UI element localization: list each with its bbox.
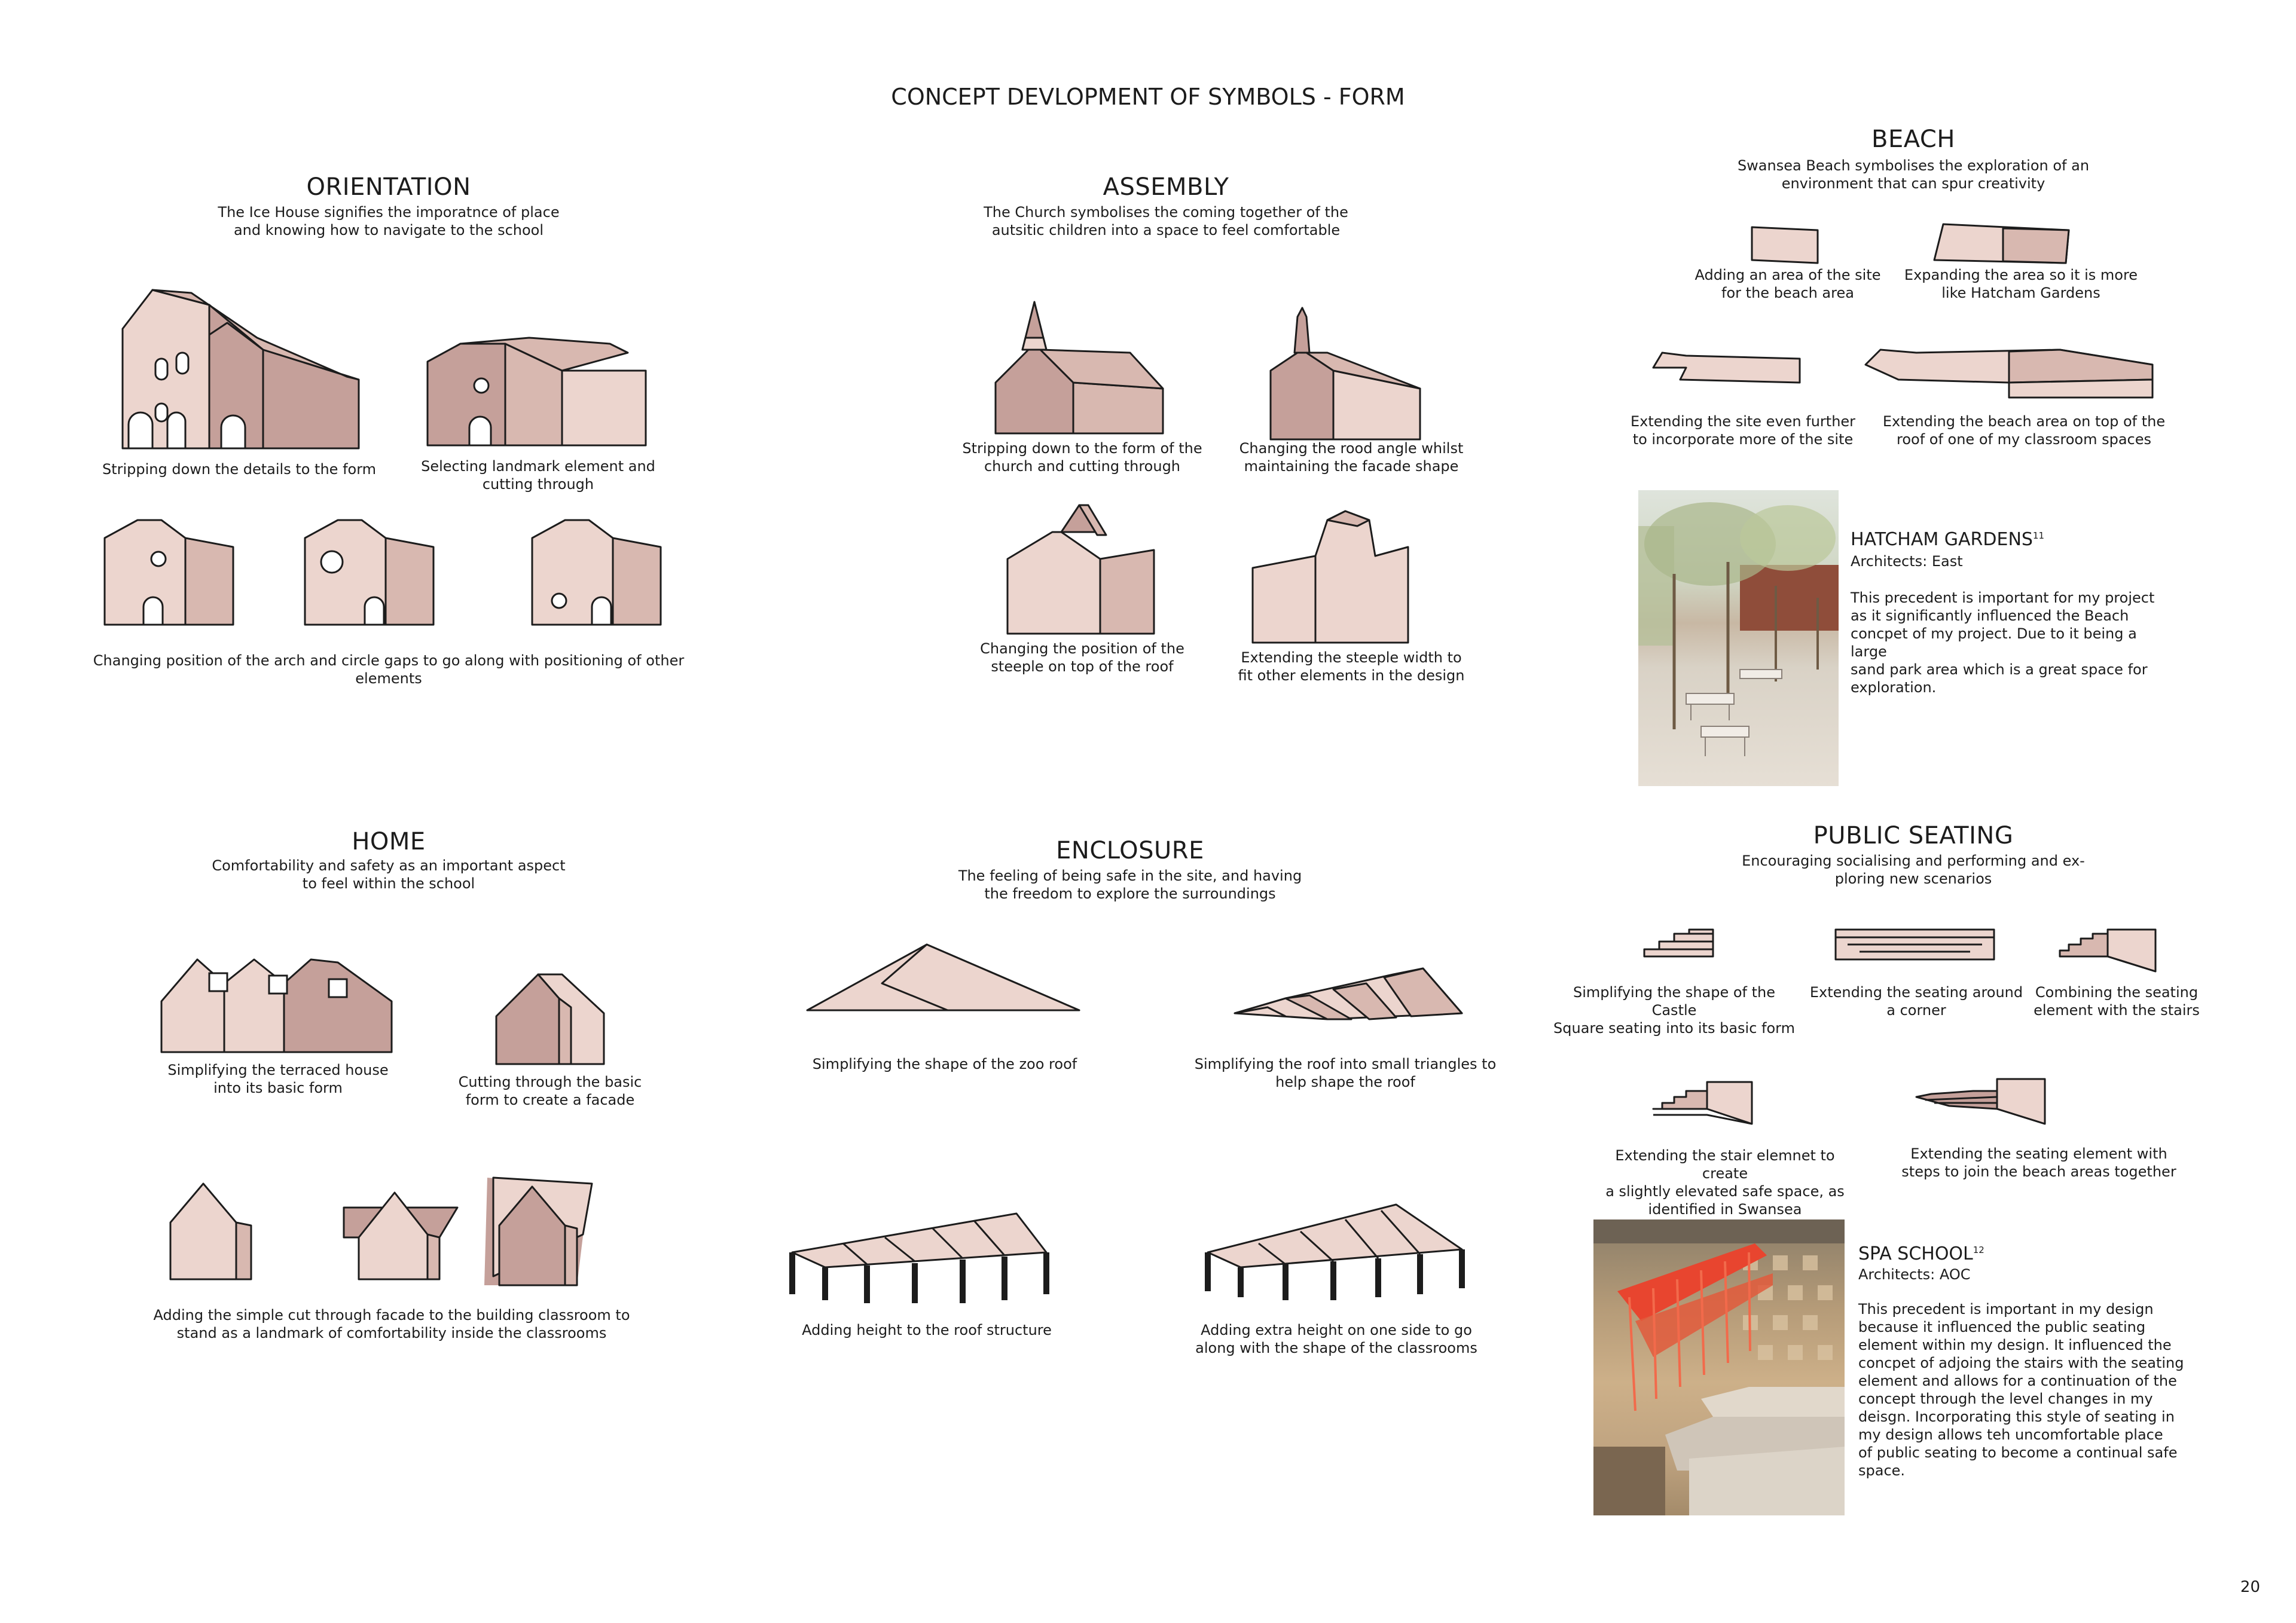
home-caption-1: Simplifying the terraced house into its basic form: [167, 1062, 389, 1096]
page-number: 20: [2240, 1578, 2260, 1596]
beach-caption-4: Extending the beach area on top of the roof of one of my classroom spaces: [1882, 413, 2166, 448]
zoo-roof-simplified-diagram: [804, 942, 1085, 1016]
facade-classroom-diagram: [341, 1181, 460, 1282]
public-seating-caption-2: Extending the seating around a corner: [1809, 984, 2023, 1019]
church-steeple-width-diagram: [1250, 508, 1423, 646]
beach-caption-3: Extending the site even further to incorporate more of the site: [1630, 413, 1856, 448]
hatcham-gardens-photo: [1638, 490, 1839, 786]
assembly-caption-4: Extending the steeple width to fit other elements in the design: [1238, 649, 1465, 684]
spa-school-title: SPA SCHOOL$^{12}$: [1858, 1243, 1984, 1264]
public-seating-caption-1: Simplifying the shape of the Castle Square seating into its basic form: [1553, 984, 1795, 1037]
roof-extra-height-diagram: [1205, 1202, 1468, 1306]
church-steeple-position-diagram: [1004, 502, 1172, 637]
assembly-caption-1: Stripping down to the form of the church and cutting through: [962, 440, 1202, 475]
orientation-caption-3: Changing position of the arch and circle gaps to go along with positioning of other elements: [93, 652, 685, 687]
ice-house-variation-2: [302, 514, 439, 628]
elevated-stair-diagram: [1650, 1079, 1758, 1127]
ice-house-variation-1: [102, 514, 239, 628]
public-seating-caption-4: Extending the stair elemnet to create a slightly elevated safe space, as identified in Swansea: [1605, 1147, 1845, 1218]
home-caption-3: Adding the simple cut through facade to the building classroom to stand as a landmark of comfortability inside the classrooms: [153, 1307, 630, 1341]
spa-school-photo: [1593, 1219, 1845, 1515]
orientation-heading: ORIENTATION: [306, 173, 471, 201]
ice-house-variation-3: [529, 514, 667, 628]
enclosure-heading: ENCLOSURE: [1056, 837, 1204, 864]
facade-landmark-diagram: [481, 1175, 601, 1288]
home-caption-2: Cutting through the basic form to create a facade: [458, 1074, 642, 1108]
facade-simple-diagram: [167, 1181, 257, 1282]
zoo-roof-triangles-diagram: [1232, 962, 1471, 1022]
public-seating-caption-5: Extending the seating element with steps to join the beach areas together: [1901, 1145, 2176, 1180]
corner-seating-diagram: [1833, 927, 2000, 962]
orientation-subtitle: The Ice House signifies the imporatnce of place and knowing how to navigate to the school: [218, 204, 560, 239]
beach-caption-1: Adding an area of the site for the beach area: [1694, 267, 1881, 301]
page-title: CONCEPT DEVLOPMENT OF SYMBOLS - FORM: [891, 84, 1405, 110]
assembly-heading: ASSEMBLY: [1103, 173, 1229, 201]
spa-school-description: This precedent is important in my design because it influenced the public seating element within my design. It influenced the concpet of adjoing the stairs with the seating element and allows for a continuation of the concept through the level changes in my deisgn. Incorporating this style of seating in my design allows teh uncomfortable place of public seating to become a continual safe space.: [1858, 1301, 2184, 1479]
ice-house-simplified-diagram: [425, 335, 652, 448]
enclosure-subtitle: The feeling of being safe in the site, and having the freedom to explore the surroundings: [958, 867, 1302, 902]
assembly-subtitle: The Church symbolises the coming together of the autsitic children into a space to feel comfortable: [984, 204, 1348, 239]
beach-area-3-diagram: [1650, 350, 1812, 386]
church-roof-angle-diagram: [1262, 305, 1429, 442]
beach-area-4-diagram: [1863, 347, 2161, 401]
enclosure-caption-3: Adding height to the roof structure: [802, 1322, 1052, 1338]
public-seating-subtitle: Encouraging socialising and performing and ex- ploring new scenarios: [1742, 852, 2085, 887]
orientation-caption-1: Stripping down the details to the form: [102, 461, 377, 478]
beach-subtitle: Swansea Beach symbolises the exploration of an environment that can spur creativity: [1737, 157, 2090, 192]
beach-caption-2: Expanding the area so it is more like Hatcham Gardens: [1904, 267, 2138, 301]
roof-height-structure-diagram: [789, 1211, 1052, 1306]
hatcham-gardens-description: This precedent is important for my project as it significantly influenced the Beach concpet of my project. Due to it being a large sand park area which is a great space for exploration.: [1851, 589, 2155, 696]
beach-heading: BEACH: [1871, 126, 1955, 153]
basic-house-cut-diagram: [493, 971, 607, 1067]
beach-steps-seating-diagram: [1913, 1076, 2051, 1127]
ice-house-detailed-diagram: [120, 287, 371, 454]
enclosure-caption-4: Adding extra height on one side to go along with the shape of the classrooms: [1195, 1322, 1477, 1356]
terraced-house-diagram: [158, 956, 398, 1055]
church-form-diagram: [993, 299, 1172, 436]
hatcham-gardens-architects: Architects: East: [1851, 553, 1963, 570]
seating-with-stairs-diagram: [2057, 927, 2161, 974]
home-heading: HOME: [352, 828, 426, 855]
castle-square-seating-diagram: [1641, 927, 1719, 959]
public-seating-heading: PUBLIC SEATING: [1813, 822, 2014, 849]
assembly-caption-2: Changing the rood angle whilst maintaining the facade shape: [1239, 440, 1464, 475]
public-seating-caption-3: Combining the seating element with the stairs: [2034, 984, 2200, 1019]
hatcham-gardens-title: HATCHAM GARDENS$^{11}$: [1851, 529, 2045, 550]
beach-area-1-diagram: [1749, 224, 1827, 266]
home-subtitle: Comfortability and safety as an important aspect to feel within the school: [212, 857, 566, 892]
orientation-caption-2: Selecting landmark element and cutting through: [421, 458, 655, 493]
spa-school-architects: Architects: AOC: [1858, 1266, 1971, 1283]
enclosure-caption-2: Simplifying the roof into small triangles to help shape the roof: [1194, 1056, 1497, 1090]
assembly-caption-3: Changing the position of the steeple on top of the roof: [980, 640, 1184, 675]
enclosure-caption-1: Simplifying the shape of the zoo roof: [812, 1056, 1077, 1072]
beach-area-2-diagram: [1931, 221, 2075, 266]
